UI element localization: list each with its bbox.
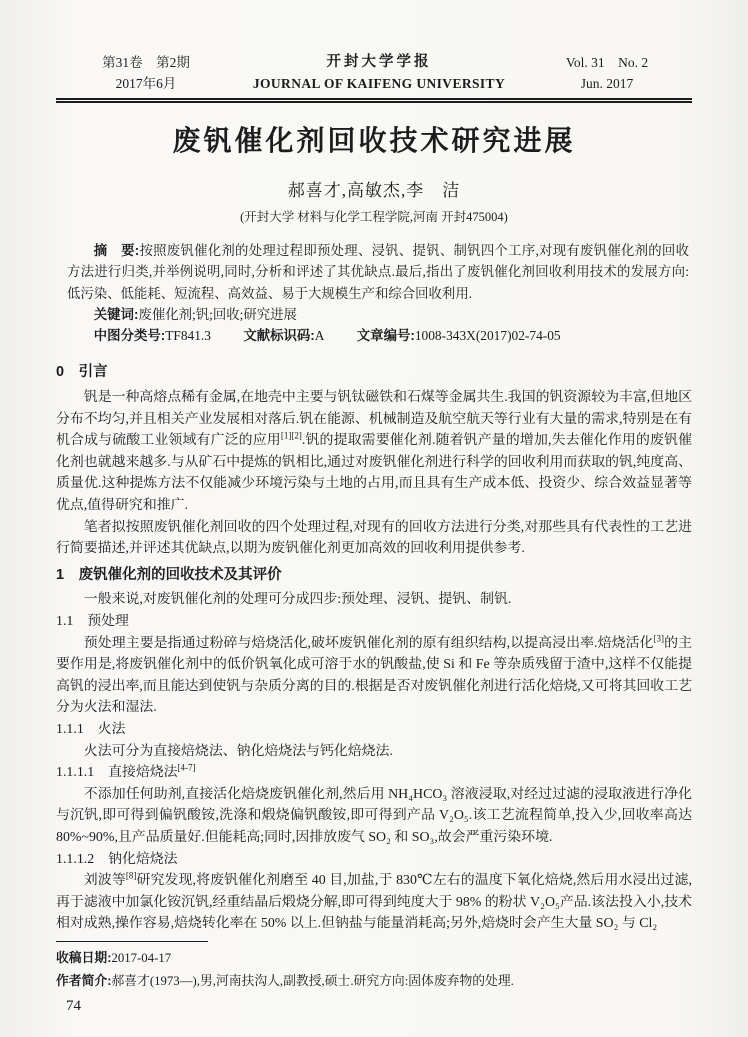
received-date-line (56, 947, 692, 970)
document-code-label: 文献标识码: (243, 328, 315, 344)
section-heading: 1.1.1.1 直接焙烧法[4-7] (56, 762, 196, 781)
reference-superscript: [1][2] (280, 430, 302, 441)
article-id-label: 文章编号: (356, 328, 415, 344)
keywords-text: 废催化剂;钒;回收;研究进展 (138, 306, 297, 322)
journal-header (56, 52, 692, 94)
header-center (236, 52, 522, 94)
article-id-value: 1008-343X(2017)02-74-05 (414, 328, 561, 344)
reference-superscript: [3] (653, 632, 665, 643)
clc-number (94, 328, 211, 343)
header-right (522, 52, 692, 94)
reference-superscript: [8] (125, 870, 137, 881)
paragraph: 不添加任何助剂,直接活化焙烧废钒催化剂,然后用 NH₄HCO₃ 溶液浸取,对经过过滤的浸取液进行净化与沉钒,即可得到偏钒酸铵,洗涤和煅烧偏钒酸铵,即可得到产品 V₂O₅.该工艺流程简单,投入少,回收率高达 80%~90%,且产品质量好.但能耗高;同时,因排放废气 SO₂ 和 SO₃,故会严重污染环境. (56, 786, 692, 845)
paper-title: 废钒催化剂回收技术研究进展 (172, 125, 576, 156)
footnote-rule (56, 941, 208, 942)
paragraph: 笔者拟按照废钒催化剂回收的四个处理过程,对现有的回收方法进行分类,对那些具有代表性的工艺进行简要描述,并评述其优缺点,以期为废钒催化剂更加高效的回收利用提供参考. (56, 519, 692, 557)
keywords-label: 关键词: (93, 306, 139, 322)
paragraph: 钒是一种高熔点稀有金属,在地壳中主要与钒钛磁铁和石煤等金属共生.我国的钒资源较为丰富,但地区分布不均匀,并且相关产业发展相对落后.钒在能源、机械制造及航空航天等行业有大量的需求,特别是在有机合成与硫酸工业领域有广泛的应用[1][2].钒的提取需要催化剂.随着钒产量的增加,失去催化作用的废钒催化剂也就越来越多.与从矿石中提炼的钒相比,通过对废钒催化剂进行科学的回收利用而获取的钒,纯度高、质量优.这种提炼方法不仅能减少环境污染与土地的占用,而且具有生产成本低、投资少、综合效益显著等优点,值得研究和推广. (56, 390, 692, 514)
document-code (243, 328, 324, 343)
author-bio-line (56, 970, 692, 993)
section-heading: 1.1.1 火法 (56, 721, 126, 737)
clc-label: 中图分类号: (93, 328, 166, 344)
abstract-label: 摘 要: (93, 243, 140, 258)
received-date-label: 收稿日期: (56, 950, 112, 965)
section-heading: 1.1.1.2 钠化焙烧法 (56, 851, 178, 867)
paragraph: 刘波等[8]研究发现,将废钒催化剂磨至 40 目,加盐,于 830℃左右的温度下氧化焙烧,然后用水浸出过滤,再于滤液中加氯化铵沉钒,经重结晶后煅烧分解,即可得到纯度大于 98% 的粉状 V₂O₅产品.该法投入小,技术相对成熟,操作容易,焙烧转化率在 50% 以上.但钠盐与能量消耗高;另外,焙烧时会产生大量 SO₂ 与 Cl₂ (56, 870, 692, 932)
volume-issue-en: Vol. 31 No. 2 (565, 55, 649, 70)
section-heading: 0 引言 (56, 364, 108, 381)
author-bio-label: 作者简介: (56, 972, 112, 988)
publish-date-en: Jun. 2017 (580, 76, 634, 91)
header-left (56, 52, 236, 94)
journal-title-en: JOURNAL OF KAIFENG UNIVERSITY (252, 76, 506, 91)
article-id (357, 328, 561, 343)
received-date-value: 2017-04-17 (111, 951, 172, 965)
abstract (67, 240, 689, 304)
clc-value: TF841.3 (165, 328, 211, 344)
footnote (56, 941, 692, 992)
reference-superscript: [4-7] (177, 762, 196, 773)
document-code-value: A (314, 328, 325, 344)
journal-title-cn: 开封大学学报 (326, 54, 432, 70)
paragraph: 火法可分为直接焙烧法、钠化焙烧法与钙化焙烧法. (83, 743, 393, 759)
abstract-text: 按照废钒催化剂的处理过程即预处理、浸钒、提钒、制钒四个工序,对现有废钒催化剂的回收方法进行归类,并举例说明,同时,分析和评述了其优缺点.最后,指出了废钒催化剂回收利用技术的发展方向:低污染、低能耗、短流程、高效益、易于大规模生产和综合回收利用. (67, 243, 689, 301)
publish-date-cn: 2017年6月 (115, 76, 177, 91)
article-body (56, 362, 692, 934)
keywords (67, 304, 689, 325)
author-bio-value: 郝喜才(1973—),男,河南扶沟人,副教授,硕士.研究方向:固体废弃物的处理. (111, 973, 514, 988)
affiliation: (开封大学 材料与化学工程学院,河南 开封475004) (240, 210, 508, 224)
article-meta (56, 240, 692, 346)
authors: 郝喜才,高敏杰,李 洁 (287, 181, 461, 200)
paragraph: 预处理主要是指通过粉碎与焙烧活化,破坏废钒催化剂的原有组织结构,以提高浸出率.焙烧活化[3]的主要作用是,将废钒催化剂中的低价钒氧化成可溶于水的钒酸盐,使 Si 和 Fe 等杂质残留于渣中,这样不仅能提高钒的浸出率,而且能达到使钒与杂质分离的目的.根据是否对废钒催化剂进行活化焙烧,又可将其回收工艺分为火法和湿法. (56, 632, 692, 716)
section-heading: 1 废钒催化剂的回收技术及其评价 (56, 566, 282, 583)
classification-line (67, 325, 689, 346)
paragraph: 一般来说,对废钒催化剂的处理可分成四步:预处理、浸钒、提钒、制钒. (83, 592, 512, 608)
section-heading: 1.1 预处理 (56, 614, 129, 630)
page-number: 74 (66, 998, 81, 1014)
volume-issue-cn: 第31卷 第2期 (102, 55, 190, 70)
header-double-rule (56, 98, 692, 103)
